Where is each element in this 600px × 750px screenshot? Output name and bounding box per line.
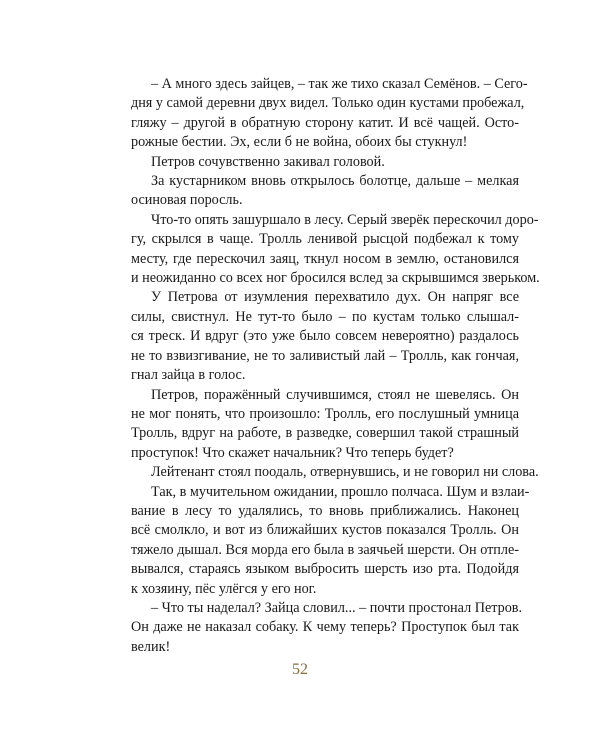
text-line: гляжу – другой в обратную сторону катит. И всё чащей. Осто- <box>131 114 519 131</box>
text-line: гнал зайца в голос. <box>131 367 246 384</box>
paragraph <box>131 599 523 657</box>
paragraph <box>131 211 540 289</box>
text-line: и неожиданно со всех ног бросился вслед за скрывшимся зверьком. <box>131 270 540 287</box>
text-line: ся треск. И вдруг (это уже было совсем невероятно) раздалось <box>131 328 519 345</box>
text-line: месту, где перескочил заяц, ткнул носом в землю, остановился <box>131 250 519 267</box>
text-line: осиновая поросль. <box>131 192 243 209</box>
text-line: Так, в мучительном ожидании, прошло полчаса. Шум и взлаи- <box>151 483 530 500</box>
paragraph <box>131 463 539 482</box>
text-line: проступок! Что скажет начальник? Что теперь будет? <box>131 444 454 461</box>
text-line: У Петрова от изумления перехватило дух. Он напряг все <box>151 289 519 306</box>
text-line: Что-то опять зашуршало в лесу. Серый зверёк перескочил доро- <box>151 211 539 228</box>
text-line: не то взвизгивание, не то заливистый лай – Тролль, как гончая, <box>131 347 519 364</box>
text-line: Петров сочувственно закивал головой. <box>151 153 385 170</box>
text-line: – А много здесь зайцев, – так же тихо сказал Семёнов. – Сего- <box>151 76 528 92</box>
text-line: к хозяину, пёс улёгся у его ног. <box>131 580 317 597</box>
paragraph <box>131 386 519 464</box>
text-line: всё смолкло, и вот из ближайших кустов показался Тролль. Он <box>131 522 519 539</box>
paragraph <box>131 172 519 211</box>
body-text <box>131 75 540 657</box>
text-line: Он даже не наказал собаку. К чему теперь? Проступок был так <box>131 619 519 636</box>
paragraph <box>131 75 528 153</box>
text-line: силы, свистнул. Не тут-то было – по кустам только слышал- <box>131 308 519 325</box>
text-line: вывался, стараясь языком выбросить шерсть изо рта. Подойдя <box>131 561 519 578</box>
text-line: велик! <box>131 638 171 655</box>
paragraph <box>131 288 519 385</box>
text-line: не мог понять, что произошло: Тролль, его послушный умница <box>131 405 519 422</box>
text-line: рожные бестии. Эх, если б не война, обоих бы стукнул! <box>131 134 468 151</box>
text-line: Лейтенант стоял поодаль, отвернувшись, и не говорил ни слова. <box>151 464 539 481</box>
text-line: – Что ты наделал? Зайца словил... – почти простонал Петров. <box>151 599 523 616</box>
text-line: вание в лесу то удалялись, то вновь приближались. Наконец <box>131 502 519 519</box>
text-line: дня у самой деревни двух видел. Только один кустами пробежал, <box>131 95 525 112</box>
page-number: 52 <box>292 661 308 678</box>
text-line: тяжело дышал. Вся морда его была в заячьей шерсти. Он отпле- <box>131 541 519 558</box>
text-line: За кустарником вновь открылось болотце, дальше – мелкая <box>151 173 519 190</box>
text-line: Петров, поражённый случившимся, стоял не шевелясь. Он <box>151 386 519 403</box>
paragraph <box>131 153 519 172</box>
text-line: Тролль, вдруг на работе, в разведке, совершил такой страшный <box>131 425 519 442</box>
paragraph <box>131 483 530 599</box>
text-line: гу, скрылся в чаще. Тролль ленивой рысцой подбежал к тому <box>131 231 519 248</box>
